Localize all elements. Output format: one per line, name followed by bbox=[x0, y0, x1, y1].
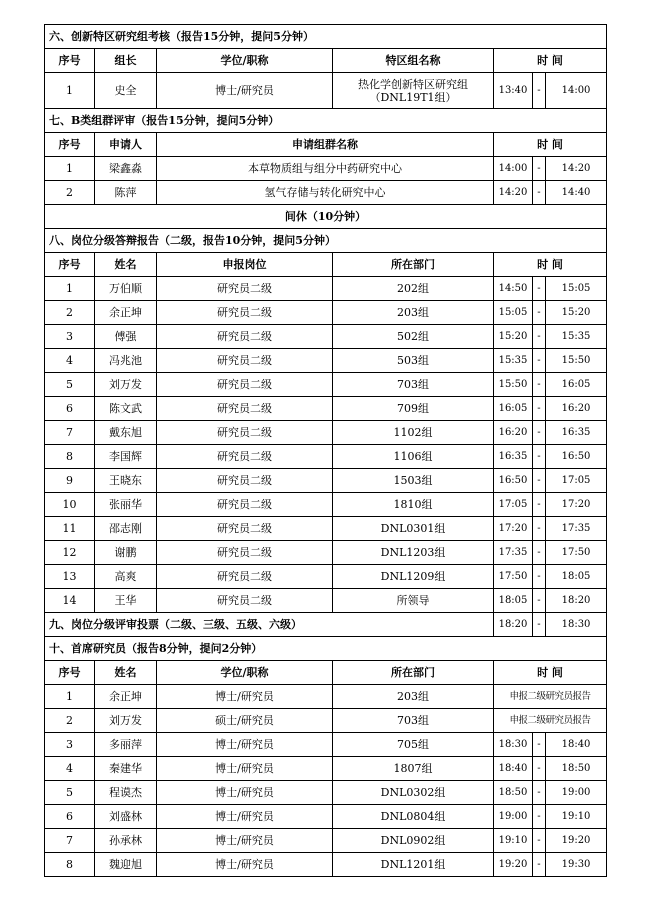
cell-position: 研究员二级 bbox=[157, 277, 333, 301]
section-7-title-row bbox=[45, 109, 607, 133]
group-line-2: （DNL19T1组） bbox=[369, 90, 457, 104]
cell-position: 研究员二级 bbox=[157, 517, 333, 541]
cell-name: 万伯顺 bbox=[95, 277, 157, 301]
cell-title: 博士/研究员 bbox=[157, 733, 333, 757]
col-header-name: 姓名 bbox=[95, 253, 157, 277]
cell-title: 硕士/研究员 bbox=[157, 709, 333, 733]
cell-no: 10 bbox=[45, 493, 95, 517]
cell-end: 18:50 bbox=[546, 757, 607, 781]
cell-dash: - bbox=[533, 757, 546, 781]
table-row bbox=[45, 685, 607, 709]
table-row bbox=[45, 541, 607, 565]
cell-position: 研究员二级 bbox=[157, 493, 333, 517]
cell-end: 18:20 bbox=[546, 589, 607, 613]
cell-start: 18:30 bbox=[494, 733, 533, 757]
cell-dash: - bbox=[533, 589, 546, 613]
cell-name: 王晓东 bbox=[95, 469, 157, 493]
group-line-1: 热化学创新特区研究组 bbox=[358, 77, 468, 91]
cell-no: 1 bbox=[45, 157, 95, 181]
cell-name: 张丽华 bbox=[95, 493, 157, 517]
cell-dash: - bbox=[533, 469, 546, 493]
cell-end: 15:35 bbox=[546, 325, 607, 349]
cell-dept: 所领导 bbox=[333, 589, 494, 613]
cell-start: 18:20 bbox=[494, 613, 533, 637]
cell-end: 15:50 bbox=[546, 349, 607, 373]
cell-position: 研究员二级 bbox=[157, 445, 333, 469]
col-header-leader: 组长 bbox=[95, 49, 157, 73]
table-row bbox=[45, 589, 607, 613]
cell-dept: 705组 bbox=[333, 733, 494, 757]
cell-end: 18:40 bbox=[546, 733, 607, 757]
col-header-group: 特区组名称 bbox=[333, 49, 494, 73]
cell-no: 1 bbox=[45, 277, 95, 301]
section-title: 八、岗位分级答辩报告（二级，报告10分钟，提问5分钟） bbox=[45, 229, 607, 253]
table-row bbox=[45, 517, 607, 541]
cell-name: 魏迎旭 bbox=[95, 853, 157, 877]
col-header-title: 学位/职称 bbox=[157, 49, 333, 73]
cell-end: 14:40 bbox=[546, 181, 607, 205]
cell-dept: DNL0804组 bbox=[333, 805, 494, 829]
cell-dept: DNL1209组 bbox=[333, 565, 494, 589]
cell-no: 6 bbox=[45, 805, 95, 829]
cell-dept: DNL1201组 bbox=[333, 853, 494, 877]
table-row bbox=[45, 805, 607, 829]
cell-end: 15:05 bbox=[546, 277, 607, 301]
cell-no: 4 bbox=[45, 757, 95, 781]
cell-title: 博士/研究员 bbox=[157, 73, 333, 109]
col-header-no: 序号 bbox=[45, 253, 95, 277]
table-row bbox=[45, 325, 607, 349]
cell-no: 3 bbox=[45, 325, 95, 349]
table-row bbox=[45, 73, 607, 109]
cell-no: 2 bbox=[45, 709, 95, 733]
cell-dash: - bbox=[533, 613, 546, 637]
cell-name: 戴东旭 bbox=[95, 421, 157, 445]
cell-dash: - bbox=[533, 445, 546, 469]
cell-dept: 1503组 bbox=[333, 469, 494, 493]
cell-title: 博士/研究员 bbox=[157, 853, 333, 877]
cell-no: 11 bbox=[45, 517, 95, 541]
cell-title: 博士/研究员 bbox=[157, 805, 333, 829]
cell-dept: 1810组 bbox=[333, 493, 494, 517]
break-label: 间休（10分钟） bbox=[45, 205, 607, 229]
table-row bbox=[45, 349, 607, 373]
section-8-header-row bbox=[45, 253, 607, 277]
cell-end: 17:50 bbox=[546, 541, 607, 565]
cell-dash: - bbox=[533, 73, 546, 109]
cell-dept: 203组 bbox=[333, 301, 494, 325]
cell-no: 1 bbox=[45, 685, 95, 709]
cell-dash: - bbox=[533, 781, 546, 805]
cell-name: 李国辉 bbox=[95, 445, 157, 469]
cell-name: 冯兆池 bbox=[95, 349, 157, 373]
cell-start: 14:20 bbox=[494, 181, 533, 205]
cell-start: 16:50 bbox=[494, 469, 533, 493]
cell-dash: - bbox=[533, 805, 546, 829]
cell-name: 王华 bbox=[95, 589, 157, 613]
col-header-time: 时 间 bbox=[494, 253, 607, 277]
table-row bbox=[45, 829, 607, 853]
cell-title: 博士/研究员 bbox=[157, 757, 333, 781]
cell-start: 16:05 bbox=[494, 397, 533, 421]
table-row bbox=[45, 373, 607, 397]
cell-dash: - bbox=[533, 181, 546, 205]
cell-end: 17:35 bbox=[546, 517, 607, 541]
cell-title: 博士/研究员 bbox=[157, 829, 333, 853]
section-6-title-row bbox=[45, 25, 607, 49]
cell-start: 15:05 bbox=[494, 301, 533, 325]
cell-name: 梁鑫淼 bbox=[95, 157, 157, 181]
table-row bbox=[45, 445, 607, 469]
cell-position: 研究员二级 bbox=[157, 349, 333, 373]
cell-name: 多丽萍 bbox=[95, 733, 157, 757]
cell-position: 研究员二级 bbox=[157, 373, 333, 397]
cell-start: 17:35 bbox=[494, 541, 533, 565]
cell-dash: - bbox=[533, 493, 546, 517]
cell-no: 7 bbox=[45, 829, 95, 853]
cell-end: 16:05 bbox=[546, 373, 607, 397]
cell-name: 谢鹏 bbox=[95, 541, 157, 565]
cell-name: 程谟杰 bbox=[95, 781, 157, 805]
cell-name: 史全 bbox=[95, 73, 157, 109]
section-title: 六、创新特区研究组考核（报告15分钟，提问5分钟） bbox=[45, 25, 607, 49]
cell-start: 15:20 bbox=[494, 325, 533, 349]
cell-dept: 502组 bbox=[333, 325, 494, 349]
table-row bbox=[45, 469, 607, 493]
cell-position: 研究员二级 bbox=[157, 397, 333, 421]
cell-group: 氢气存储与转化研究中心 bbox=[157, 181, 494, 205]
cell-start: 19:10 bbox=[494, 829, 533, 853]
cell-name: 刘盛林 bbox=[95, 805, 157, 829]
col-header-position: 申报岗位 bbox=[157, 253, 333, 277]
cell-dash: - bbox=[533, 301, 546, 325]
cell-start: 17:50 bbox=[494, 565, 533, 589]
cell-end: 17:05 bbox=[546, 469, 607, 493]
cell-dash: - bbox=[533, 517, 546, 541]
table-row bbox=[45, 565, 607, 589]
cell-start: 18:50 bbox=[494, 781, 533, 805]
cell-position: 研究员二级 bbox=[157, 469, 333, 493]
cell-start: 16:35 bbox=[494, 445, 533, 469]
section-8-title-row bbox=[45, 229, 607, 253]
cell-dash: - bbox=[533, 157, 546, 181]
cell-position: 研究员二级 bbox=[157, 325, 333, 349]
cell-start: 17:05 bbox=[494, 493, 533, 517]
col-header-title: 学位/职称 bbox=[157, 661, 333, 685]
cell-name: 孙承林 bbox=[95, 829, 157, 853]
cell-start: 19:20 bbox=[494, 853, 533, 877]
table-row bbox=[45, 277, 607, 301]
cell-title: 博士/研究员 bbox=[157, 685, 333, 709]
cell-start: 14:00 bbox=[494, 157, 533, 181]
cell-end: 19:00 bbox=[546, 781, 607, 805]
cell-start: 13:40 bbox=[494, 73, 533, 109]
cell-position: 研究员二级 bbox=[157, 541, 333, 565]
section-7-header-row bbox=[45, 133, 607, 157]
table-row bbox=[45, 853, 607, 877]
cell-start: 18:40 bbox=[494, 757, 533, 781]
cell-dept: DNL0301组 bbox=[333, 517, 494, 541]
cell-position: 研究员二级 bbox=[157, 589, 333, 613]
schedule-table bbox=[44, 24, 607, 877]
cell-dash: - bbox=[533, 421, 546, 445]
cell-dept: 203组 bbox=[333, 685, 494, 709]
cell-name: 刘万发 bbox=[95, 709, 157, 733]
cell-dept: 709组 bbox=[333, 397, 494, 421]
col-header-no: 序号 bbox=[45, 661, 95, 685]
cell-end: 16:20 bbox=[546, 397, 607, 421]
col-header-dept: 所在部门 bbox=[333, 253, 494, 277]
cell-group bbox=[333, 73, 494, 109]
col-header-dept: 所在部门 bbox=[333, 661, 494, 685]
section-title: 十、首席研究员（报告8分钟，提问2分钟） bbox=[45, 637, 607, 661]
cell-end: 17:20 bbox=[546, 493, 607, 517]
cell-dash: - bbox=[533, 829, 546, 853]
cell-no: 8 bbox=[45, 853, 95, 877]
cell-dash: - bbox=[533, 541, 546, 565]
cell-no: 4 bbox=[45, 349, 95, 373]
cell-note: 申报二级研究员报告 bbox=[494, 685, 607, 709]
cell-no: 3 bbox=[45, 733, 95, 757]
cell-end: 19:20 bbox=[546, 829, 607, 853]
cell-start: 15:35 bbox=[494, 349, 533, 373]
cell-name: 余正坤 bbox=[95, 685, 157, 709]
cell-no: 9 bbox=[45, 469, 95, 493]
cell-start: 14:50 bbox=[494, 277, 533, 301]
cell-name: 余正坤 bbox=[95, 301, 157, 325]
cell-dept: 1807组 bbox=[333, 757, 494, 781]
section-9-row bbox=[45, 613, 607, 637]
cell-dept: DNL0902组 bbox=[333, 829, 494, 853]
cell-end: 14:20 bbox=[546, 157, 607, 181]
cell-dept: 1102组 bbox=[333, 421, 494, 445]
cell-position: 研究员二级 bbox=[157, 421, 333, 445]
cell-dash: - bbox=[533, 325, 546, 349]
cell-end: 14:00 bbox=[546, 73, 607, 109]
col-header-group: 申请组群名称 bbox=[157, 133, 494, 157]
table-row bbox=[45, 733, 607, 757]
cell-no: 2 bbox=[45, 181, 95, 205]
cell-name: 傅强 bbox=[95, 325, 157, 349]
col-header-name: 姓名 bbox=[95, 661, 157, 685]
cell-name: 邵志刚 bbox=[95, 517, 157, 541]
cell-end: 19:30 bbox=[546, 853, 607, 877]
cell-name: 陈萍 bbox=[95, 181, 157, 205]
table-row bbox=[45, 709, 607, 733]
col-header-time: 时 间 bbox=[494, 49, 607, 73]
cell-no: 1 bbox=[45, 73, 95, 109]
cell-no: 13 bbox=[45, 565, 95, 589]
cell-dash: - bbox=[533, 853, 546, 877]
cell-dept: 703组 bbox=[333, 709, 494, 733]
cell-dash: - bbox=[533, 565, 546, 589]
table-row bbox=[45, 181, 607, 205]
col-header-no: 序号 bbox=[45, 49, 95, 73]
cell-start: 16:20 bbox=[494, 421, 533, 445]
section-6-header-row bbox=[45, 49, 607, 73]
cell-dash: - bbox=[533, 349, 546, 373]
cell-dash: - bbox=[533, 277, 546, 301]
table-row bbox=[45, 493, 607, 517]
cell-name: 刘万发 bbox=[95, 373, 157, 397]
cell-no: 14 bbox=[45, 589, 95, 613]
cell-no: 7 bbox=[45, 421, 95, 445]
cell-note: 申报二级研究员报告 bbox=[494, 709, 607, 733]
cell-end: 18:30 bbox=[546, 613, 607, 637]
cell-end: 15:20 bbox=[546, 301, 607, 325]
col-header-time: 时 间 bbox=[494, 661, 607, 685]
cell-no: 5 bbox=[45, 373, 95, 397]
cell-group: 本草物质组与组分中药研究中心 bbox=[157, 157, 494, 181]
cell-end: 16:35 bbox=[546, 421, 607, 445]
cell-no: 2 bbox=[45, 301, 95, 325]
col-header-no: 序号 bbox=[45, 133, 95, 157]
section-10-title-row bbox=[45, 637, 607, 661]
table-row bbox=[45, 421, 607, 445]
cell-dash: - bbox=[533, 733, 546, 757]
cell-end: 19:10 bbox=[546, 805, 607, 829]
cell-position: 研究员二级 bbox=[157, 565, 333, 589]
cell-no: 12 bbox=[45, 541, 95, 565]
cell-end: 16:50 bbox=[546, 445, 607, 469]
cell-dash: - bbox=[533, 397, 546, 421]
cell-dash: - bbox=[533, 373, 546, 397]
section-title: 九、岗位分级评审投票（二级、三级、五级、六级） bbox=[45, 613, 494, 637]
break-row bbox=[45, 205, 607, 229]
cell-start: 19:00 bbox=[494, 805, 533, 829]
cell-end: 18:05 bbox=[546, 565, 607, 589]
section-10-header-row bbox=[45, 661, 607, 685]
cell-no: 6 bbox=[45, 397, 95, 421]
cell-position: 研究员二级 bbox=[157, 301, 333, 325]
cell-name: 秦建华 bbox=[95, 757, 157, 781]
cell-name: 陈文武 bbox=[95, 397, 157, 421]
cell-start: 15:50 bbox=[494, 373, 533, 397]
cell-dept: DNL1203组 bbox=[333, 541, 494, 565]
cell-start: 18:05 bbox=[494, 589, 533, 613]
cell-dept: 1106组 bbox=[333, 445, 494, 469]
table-row bbox=[45, 157, 607, 181]
table-row bbox=[45, 397, 607, 421]
table-row bbox=[45, 781, 607, 805]
cell-start: 17:20 bbox=[494, 517, 533, 541]
col-header-applicant: 申请人 bbox=[95, 133, 157, 157]
cell-dept: DNL0302组 bbox=[333, 781, 494, 805]
cell-no: 5 bbox=[45, 781, 95, 805]
cell-title: 博士/研究员 bbox=[157, 781, 333, 805]
cell-dept: 703组 bbox=[333, 373, 494, 397]
cell-dept: 503组 bbox=[333, 349, 494, 373]
section-title: 七、B类组群评审（报告15分钟，提问5分钟） bbox=[45, 109, 607, 133]
cell-no: 8 bbox=[45, 445, 95, 469]
table-row bbox=[45, 301, 607, 325]
cell-name: 高爽 bbox=[95, 565, 157, 589]
cell-dept: 202组 bbox=[333, 277, 494, 301]
col-header-time: 时 间 bbox=[494, 133, 607, 157]
table-row bbox=[45, 757, 607, 781]
